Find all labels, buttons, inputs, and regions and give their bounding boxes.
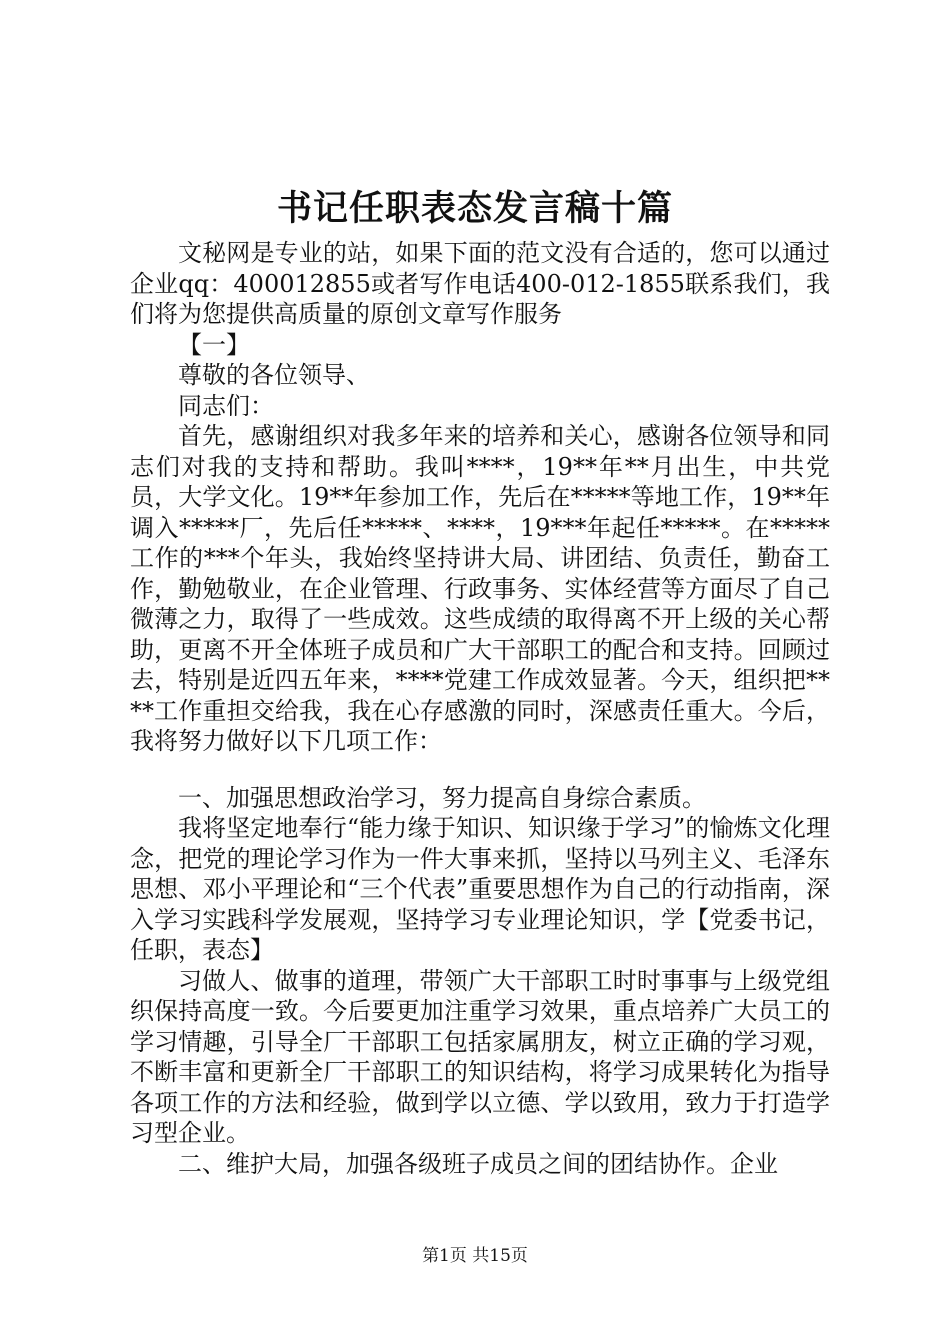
salutation-line: 同志们： (178, 391, 274, 420)
intro-paragraph: 文秘网是专业的站，如果下面的范文没有合适的，您可以通过企业qq：400012855或者写作电话400-012-1855联系我们，我们将为您提供高质量的原创文章写作服务 (130, 239, 830, 328)
document-body (130, 238, 830, 1179)
body-paragraph: 习做人、做事的道理，带领广大干部职工时时事事与上级党组织保持高度一致。今后要更加注重学习效果，重点培养广大员工的学习情趣，引导全厂干部职工包括家属朋友，树立正确的学习观，不断丰富和更新全厂干部职工的知识结构，将学习成果转化为指导各项工作的方法和经验，做到学以立德、学以致用，致力于打造学习型企业。 (130, 966, 830, 1147)
section-marker: 【一】 (178, 330, 250, 359)
page-number: 第1页 共15页 (422, 1246, 528, 1266)
document-title: 书记任职表态发言稿十篇 (276, 188, 673, 229)
section-heading: 一、加强思想政治学习，努力提高自身综合素质。 (178, 783, 706, 812)
section-heading: 二、维护大局，加强各级班子成员之间的团结协作。企业 (178, 1149, 778, 1178)
body-paragraph: 我将坚定地奉行“能力缘于知识、知识缘于学习”的愉炼文化理念，把党的理论学习作为一件大事来抓，坚持以马列主义、毛泽东思想、邓小平理论和“三个代表”重要思想作为自己的行动指南，深入学习实践科学发展观，坚持学习专业理论知识，学【党委书记，任职，表态】 (130, 814, 830, 964)
salutation-line: 尊敬的各位领导、 (178, 361, 370, 389)
body-paragraph: 首先，感谢组织对我多年来的培养和关心，感谢各位领导和同志们对我的支持和帮助。我叫****，19**年**月出生，中共党员，大学文化。19**年参加工作，先后在*****等地工作，19**年调入*****厂，先后任*****、****，19***年起任*****。在*****工作的***个年头，我始终坚持讲大局、讲团结、负责任，勤奋工作，勤勉敬业，在企业管理、行政事务、实体经营等方面尽了自己微薄之力，取得了一些成效。这些成绩的取得离不开上级的关心帮助，更离不开全体班子成员和广大干部职工的配合和支持。回顾过去，特别是近四五年来，****党建工作成效显著。今天，组织把****工作重担交给我，我在心存感激的同时，深感责任重大。今后，我将努力做好以下几项工作： (130, 422, 830, 755)
